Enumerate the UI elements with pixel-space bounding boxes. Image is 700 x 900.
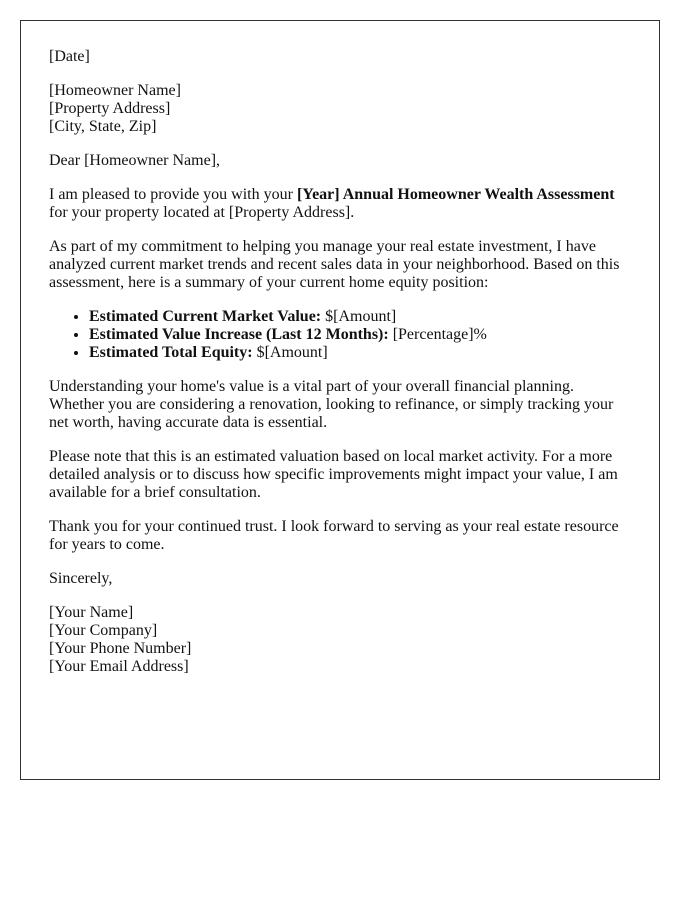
summary-label: Estimated Value Increase (Last 12 Months): xyxy=(89,326,389,343)
intro-paragraph xyxy=(49,186,631,222)
recipient-address-block xyxy=(49,82,631,136)
intro-suffix: for your property located at [Property Address]. xyxy=(49,204,355,221)
summary-item-value-increase xyxy=(89,326,631,344)
summary-value: [Percentage]% xyxy=(388,326,487,343)
sender-email: [Your Email Address] xyxy=(49,658,189,675)
summary-value: $[Amount] xyxy=(321,308,397,325)
recipient-address: [Property Address] xyxy=(49,100,171,117)
note-paragraph: Please note that this is an estimated valuation based on local market activity. For a more detailed analysis or to discuss how specific improvements might impact your value, I am available for a brief consultation. xyxy=(49,448,618,501)
sender-phone: [Your Phone Number] xyxy=(49,640,192,657)
thanks-paragraph: Thank you for your continued trust. I look forward to serving as your real estate resource for years to come. xyxy=(49,518,619,553)
intro-prefix: I am pleased to provide you with your xyxy=(49,186,297,203)
sender-name: [Your Name] xyxy=(49,604,134,621)
summary-label: Estimated Current Market Value: xyxy=(89,308,322,325)
sender-company: [Your Company] xyxy=(49,622,158,639)
summary-item-total-equity xyxy=(89,344,631,362)
summary-item-market-value xyxy=(89,308,631,326)
recipient-city-state-zip: [City, State, Zip] xyxy=(49,118,157,135)
intro-report-title: [Year] Annual Homeowner Wealth Assessment xyxy=(296,186,615,203)
equity-summary-list xyxy=(49,308,631,362)
letter-page xyxy=(20,20,660,780)
letter-date: [Date] xyxy=(49,48,90,65)
recipient-name: [Homeowner Name] xyxy=(49,82,181,99)
summary-label: Estimated Total Equity: xyxy=(89,344,253,361)
salutation: Dear [Homeowner Name], xyxy=(49,152,221,169)
summary-value: $[Amount] xyxy=(252,344,328,361)
signature-block xyxy=(49,604,631,676)
analysis-paragraph: As part of my commitment to helping you manage your real estate investment, I have analyzed current market trends and recent sales data in your neighborhood. Based on this assessment, here is a summary of your current home equity position: xyxy=(49,238,620,291)
closing: Sincerely, xyxy=(49,570,113,587)
understanding-paragraph: Understanding your home's value is a vital part of your overall financial planning. Whether you are considering a renovation, looking to refinance, or simply tracking your net worth, having accurate data is essential. xyxy=(49,378,614,431)
date-line xyxy=(49,48,631,66)
